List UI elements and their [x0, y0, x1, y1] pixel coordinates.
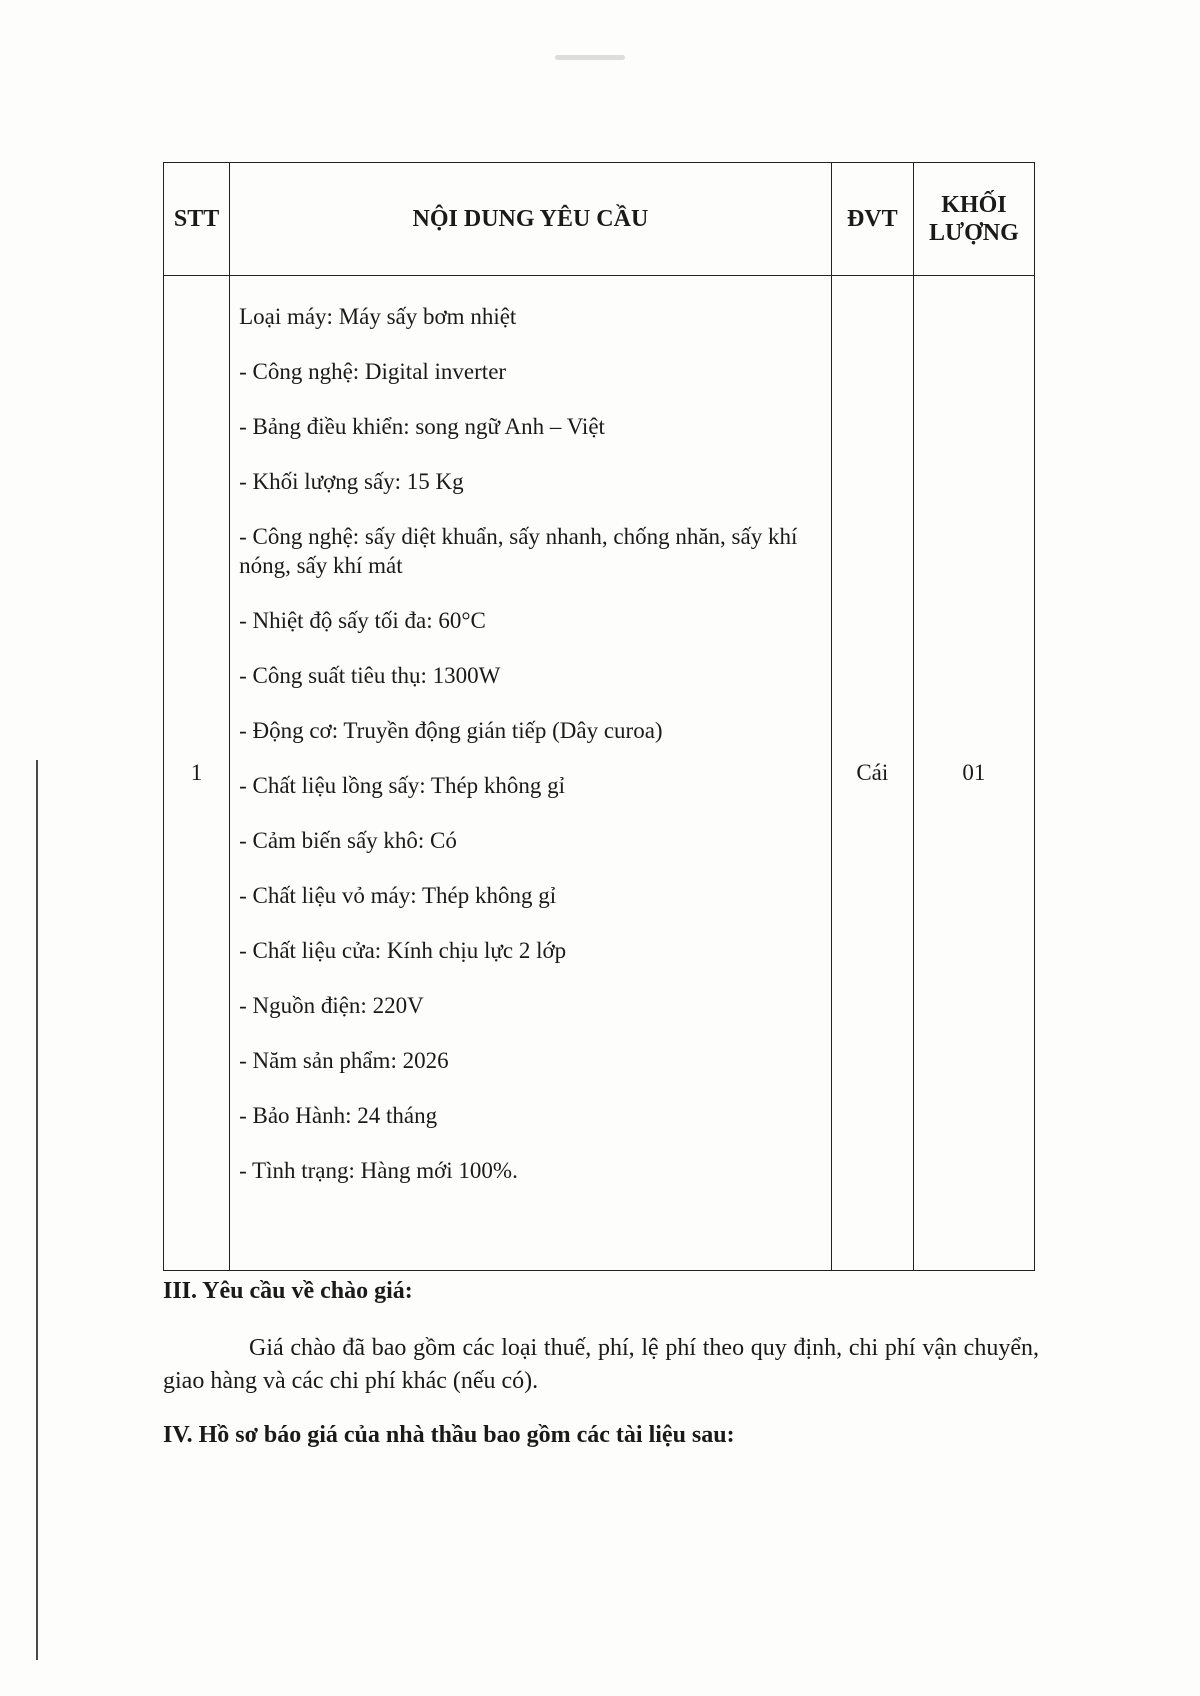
spec-line: - Cảm biến sấy khô: Có [239, 828, 457, 853]
table-row [164, 276, 1035, 1271]
header-quantity-line1: KHỐI [941, 192, 1007, 218]
spec-line: Loại máy: Máy sấy bơm nhiệt [239, 304, 517, 329]
spec-line: - Năm sản phẩm: 2026 [239, 1048, 449, 1073]
scan-smudge [555, 55, 625, 60]
spec-line: - Công nghệ: sấy diệt khuẩn, sấy nhanh, chống nhăn, sấy khí nóng, sấy khí mát [239, 524, 798, 578]
spec-line: - Bảo Hành: 24 tháng [239, 1103, 438, 1128]
spec-line: - Chất liệu lồng sấy: Thép không gỉ [239, 773, 566, 798]
section-4-heading: IV. Hồ sơ báo giá của nhà thầu bao gồm các tài liệu sau: [163, 1422, 735, 1448]
row-stt: 1 [164, 276, 230, 1271]
row-quantity: 01 [913, 276, 1034, 1271]
scan-edge-line [36, 760, 38, 1660]
row-content [230, 276, 832, 1271]
row-unit: Cái [831, 276, 913, 1271]
spec-line: - Công nghệ: Digital inverter [239, 359, 507, 384]
spec-line: - Chất liệu vỏ máy: Thép không gỉ [239, 883, 557, 908]
spec-line: - Nhiệt độ sấy tối đa: 60°C [239, 608, 486, 633]
section-3-paragraph: Giá chào đã bao gồm các loại thuế, phí, lệ phí theo quy định, chi phí vận chuyển, giao hàng và các chi phí khác (nếu có). [163, 1335, 1039, 1394]
header-quantity [913, 163, 1034, 276]
header-unit: ĐVT [831, 163, 913, 276]
spec-line: - Nguồn điện: 220V [239, 993, 424, 1018]
table-header-row [164, 163, 1035, 276]
spec-line: - Khối lượng sấy: 15 Kg [239, 469, 464, 494]
header-content: NỘI DUNG YÊU CẦU [230, 163, 832, 276]
spec-line: - Chất liệu cửa: Kính chịu lực 2 lớp [239, 938, 567, 963]
spec-line: - Động cơ: Truyền động gián tiếp (Dây curoa) [239, 718, 663, 743]
spec-line: - Công suất tiêu thụ: 1300W [239, 663, 501, 688]
spec-line: - Tình trạng: Hàng mới 100%. [239, 1158, 518, 1183]
section-3-heading: III. Yêu cầu về chào giá: [163, 1278, 413, 1304]
header-quantity-line2: LƯỢNG [929, 220, 1019, 246]
header-stt: STT [164, 163, 230, 276]
spec-line: - Bảng điều khiển: song ngữ Anh – Việt [239, 414, 605, 439]
requirements-table [163, 162, 1035, 1271]
